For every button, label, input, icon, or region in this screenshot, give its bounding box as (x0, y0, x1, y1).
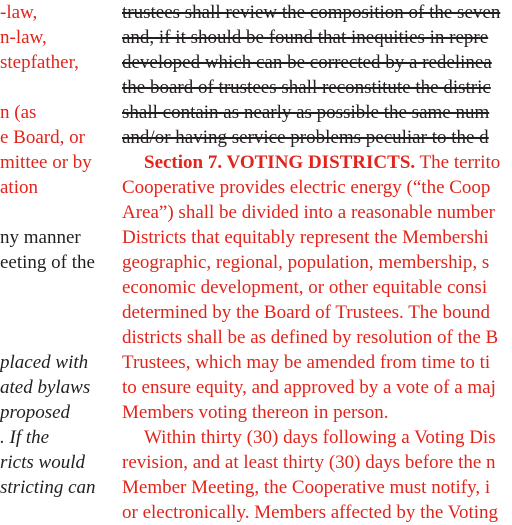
left-line (0, 325, 110, 350)
struck-line: developed which can be corrected by a redelinea (122, 52, 492, 73)
section-line: to ensure equity, and approved by a vote of a maj (122, 377, 496, 398)
paragraph2-line: Within thirty (30) days following a Voting Dis (144, 427, 496, 448)
paragraph2-line: revision, and at least thirty (30) days before the n (122, 452, 496, 473)
struck-line: and/or having service problems peculiar to the d (122, 127, 489, 148)
left-line (0, 300, 110, 325)
section-line: geographic, regional, population, membership, s (122, 252, 490, 273)
section-line: Area”) shall be divided into a reasonable number (122, 202, 495, 223)
paragraph2-line: or electronically. Members affected by the Voting (122, 502, 499, 523)
section-heading-line (122, 150, 512, 175)
left-line: e Board, or (0, 127, 85, 148)
left-line: ricts would (0, 452, 85, 473)
section-first-line-text: The territo (415, 152, 501, 173)
left-line: ation (0, 177, 38, 198)
left-line: eeting of the (0, 252, 95, 273)
section-line: determined by the Board of Trustees. The bound (122, 302, 490, 323)
left-line (0, 75, 110, 100)
left-line: placed with (0, 352, 89, 373)
left-line: proposed (0, 402, 71, 423)
left-line: n-law, (0, 27, 47, 48)
section-line: Districts that equitably represent the Membershi (122, 227, 489, 248)
section-line: districts shall be as defined by resolution of the B (122, 327, 499, 348)
struck-line: the board of trustees shall reconstitute the distric (122, 77, 491, 98)
left-column (0, 0, 110, 500)
left-line: -law, (0, 2, 38, 23)
section-line: Members voting thereon in person. (122, 402, 389, 423)
left-line (0, 200, 110, 225)
struck-line: and, if it should be found that inequities in repre (122, 27, 489, 48)
left-line: stricting can (0, 477, 96, 498)
left-line (0, 275, 110, 300)
paragraph2-line: Member Meeting, the Cooperative must notify, i (122, 477, 491, 498)
section-heading: Section 7. VOTING DISTRICTS. (144, 152, 416, 173)
left-line: n (as (0, 102, 37, 123)
left-line: ny manner (0, 227, 81, 248)
section-line: economic development, or other equitable consi (122, 277, 488, 298)
struck-line: shall contain as nearly as possible the same num (122, 102, 490, 123)
left-line: mittee or by (0, 152, 92, 173)
struck-line: trustees shall review the composition of the seven (122, 2, 501, 23)
left-line: ated bylaws (0, 377, 91, 398)
left-line: stepfather, (0, 52, 79, 73)
right-column (122, 0, 512, 525)
section-line: Cooperative provides electric energy (“the Coop (122, 177, 491, 198)
left-line: . If the (0, 427, 50, 448)
section-line: Trustees, which may be amended from time to ti (122, 352, 491, 373)
